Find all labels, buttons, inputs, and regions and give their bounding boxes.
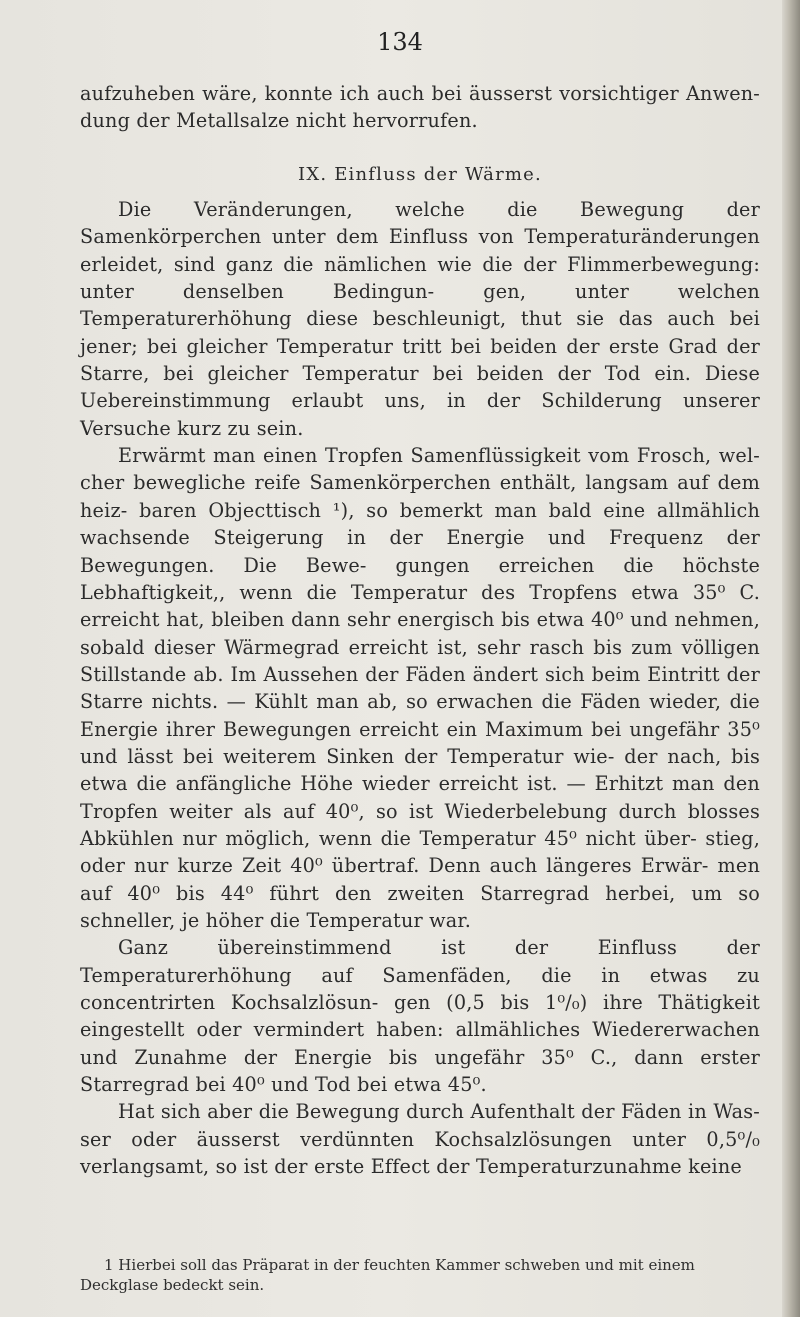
- body-text: [80, 80, 760, 1180]
- paragraph-4: Hat sich aber die Bewegung durch Aufenthalt der Fäden in Was- ser oder äusserst verdünnten Kochsalzlösungen unter 0,5⁰/₀ verlangsamt, so ist der erste Effect der Temperaturzunahme keine: [80, 1100, 760, 1179]
- paragraph-2: Erwärmt man einen Tropfen Samenflüssigkeit vom Frosch, wel- cher bewegliche reife Samenkörperchen enthält, langsam auf dem heiz- baren Objecttisch ¹), so bemerkt man bald eine allmählich wachsende Steigerung in der Energie und Frequenz der Bewegungen. Die Bewe- gungen erreichen die höchste Lebhaftigkeit,, wenn die Temperatur des Tropfens etwa 35⁰ C. erreicht hat, bleiben dann sehr energisch bis etwa 40⁰ und nehmen, sobald dieser Wärmegrad erreicht ist, sehr rasch bis zum völligen Stillstande ab. Im Aussehen der Fäden ändert sich beim Eintritt der Starre nichts. — Kühlt man ab, so erwachen die Fäden wieder, die Energie ihrer Bewegungen erreicht ein Maximum bei ungefähr 35⁰ und lässt bei weiterem Sinken der Temperatur wie- der nach, bis etwa die anfängliche Höhe wieder erreicht ist. — Erhitzt man den Tropfen weiter als auf 40⁰, so ist Wiederbelebung durch blosses Abkühlen nur möglich, wenn die Temperatur 45⁰ nicht über- stieg, oder nur kurze Zeit 40⁰ übertraf. Denn auch längeres Erwär- men auf 40⁰ bis 44⁰ führt den zweiten Starregrad herbei, um so schneller, je höher die Temperatur war.: [80, 444, 760, 932]
- section-heading: IX. Einfluss der Wärme.: [298, 163, 542, 185]
- paragraph-1: Die Veränderungen, welche die Bewegung der Samenkörperchen unter dem Einfluss von Temperaturänderungen erleidet, sind ganz die nämlichen wie die der Flimmerbewegung: unter denselben Bedingun- gen, unter welchen Temperaturerhöhung diese beschleunigt, thut sie das auch bei jener; bei gleicher Temperatur tritt bei beiden der erste Grad der Starre, bei gleicher Temperatur bei beiden der Tod ein. Diese Uebereinstimmung erlaubt uns, in der Schilderung unserer Versuche kurz zu sein.: [80, 198, 760, 440]
- lead-paragraph: aufzuheben wäre, konnte ich auch bei äusserst vorsichtiger Anwen- dung der Metallsalze nicht hervorrufen.: [80, 82, 760, 133]
- page-number: 134: [377, 28, 423, 56]
- page-edge: [782, 0, 800, 1317]
- paragraph-3: Ganz übereinstimmend ist der Einfluss der Temperaturerhöhung auf Samenfäden, die in etwas zu concentrirten Kochsalzlösun- gen (0,5 bis 1⁰/₀) ihre Thätigkeit eingestellt oder vermindert haben: allmähliches Wiedererwachen und Zunahme der Energie bis ungefähr 35⁰ C., dann erster Starregrad bei 40⁰ und Tod bei etwa 45⁰.: [80, 936, 760, 1097]
- footnote-text: 1 Hierbei soll das Präparat in der feuchten Kammer schweben und mit einem Deckglase bedeckt sein.: [80, 1256, 695, 1294]
- footnote: [80, 1255, 760, 1295]
